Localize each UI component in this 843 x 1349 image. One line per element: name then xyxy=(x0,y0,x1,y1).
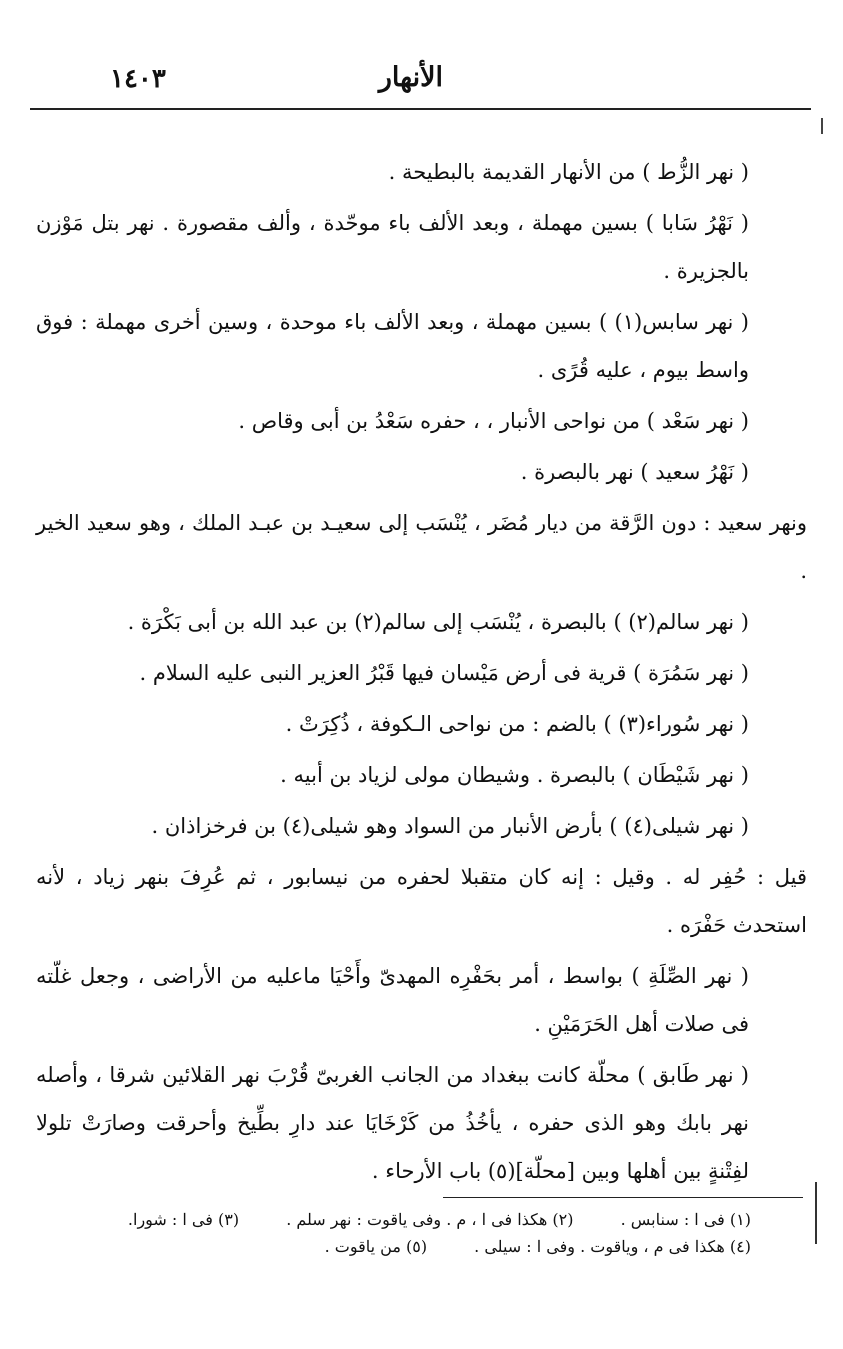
header-rule xyxy=(30,108,811,110)
footnote: (١) فى ا : سنابس . xyxy=(620,1210,751,1229)
footnote: (٣) فى ا : شورا. xyxy=(127,1210,240,1229)
entry-paragraph: ونهر سعيد : دون الرَّقة من ديار مُضَر ، يُنْسَب إلى سعيـد بن عبـد الملك ، وهو سعيد الخير . xyxy=(36,511,807,583)
margin-mark xyxy=(821,118,823,134)
body-text xyxy=(36,148,807,1198)
footnote: (٤) هكذا فى م ، وياقوت . وفى ا : سيلى . xyxy=(474,1237,751,1256)
entry-paragraph: ( نهر شيلى(٤) ) بأرض الأنبار من السواد وهو شيلى(٤) بن فرخزاذان . xyxy=(151,814,749,838)
entry-paragraph: ( نهر طَابق ) محلّة كانت ببغداد من الجانب الغربىّ قُرْبَ نهر القلائين شرقا ، وأصله نهر بابك وهو الذى حفره ، يأخُذُ من كَرْخَايَا عند دارِ بطِّيخ وأحرقت وصارَتْ تلولا لفِتْنةٍ بين أهلها وبين [محلّة](٥) باب الأرحاء . xyxy=(36,1063,749,1183)
margin-bar xyxy=(815,1182,817,1244)
entry-paragraph: ( نهر شَيْطَان ) بالبصرة . وشيطان مولى لزياد بن أبيه . xyxy=(280,763,749,787)
entry-paragraph: ( نهر الصِّلَةِ ) بواسط ، أمر بحَفْرِه المهدىّ وأَحْيَا ماعليه من الأراضى ، وجعل غلّته فى صلات أهل الحَرَمَيْنِ . xyxy=(36,964,749,1036)
entry-paragraph: ( نهر سالم(٢) ) بالبصرة ، يُنْسَب إلى سالم(٢) بن عبد الله بن أبى بَكْرَة . xyxy=(127,610,749,634)
entry-paragraph: ( نهر سَعْد ) من نواحى الأنبار ، ، حفره سَعْدُ بن أبى وقاص . xyxy=(238,409,749,433)
footnotes xyxy=(40,1206,751,1260)
entry-paragraph: ( نهر الزُّط ) من الأنهار القديمة بالبطيحة . xyxy=(388,160,749,184)
footnote-rule xyxy=(443,1197,803,1198)
entry-paragraph: ( نَهْرُ سعيد ) نهر بالبصرة . xyxy=(520,460,749,484)
footnote-line xyxy=(40,1233,751,1260)
page-header xyxy=(30,58,813,102)
footnote: (٢) هكذا فى ا ، م . وفى ياقوت : نهر سلم . xyxy=(286,1210,574,1229)
footnote: (٥) من ياقوت . xyxy=(324,1237,428,1256)
footnote-line xyxy=(40,1206,751,1233)
running-title: الأنهار xyxy=(378,62,443,93)
page-number: ١٤٠٣ xyxy=(110,64,166,94)
entry-paragraph: ( نهر سَمُرَة ) قرية فى أرض مَيْسان فيها قَبْرُ العزير النبى عليه السلام . xyxy=(139,661,749,685)
entry-paragraph: ( نهر سابس(١) ) بسين مهملة ، وبعد الألف باء موحدة ، وسين أخرى مهملة : فوق واسط بيوم ، عليه قُرًى . xyxy=(36,310,749,382)
entry-paragraph: ( نهر سُوراء(٣) ) بالضم : من نواحى الـكوفة ، ذُكِرَتْ . xyxy=(285,712,749,736)
entry-paragraph: قيل : حُفِر له . وقيل : إنه كان متقبلا لحفره من نيسابور ، ثم عُرِفَ بنهر زياد ، لأنه استحدث حَفْرَه . xyxy=(36,865,807,937)
entry-paragraph: ( نَهْرُ سَابا ) بسين مهملة ، وبعد الألف باء موحّدة ، وألف مقصورة . نهر بتل مَوْزن بالجزيرة . xyxy=(36,211,749,283)
